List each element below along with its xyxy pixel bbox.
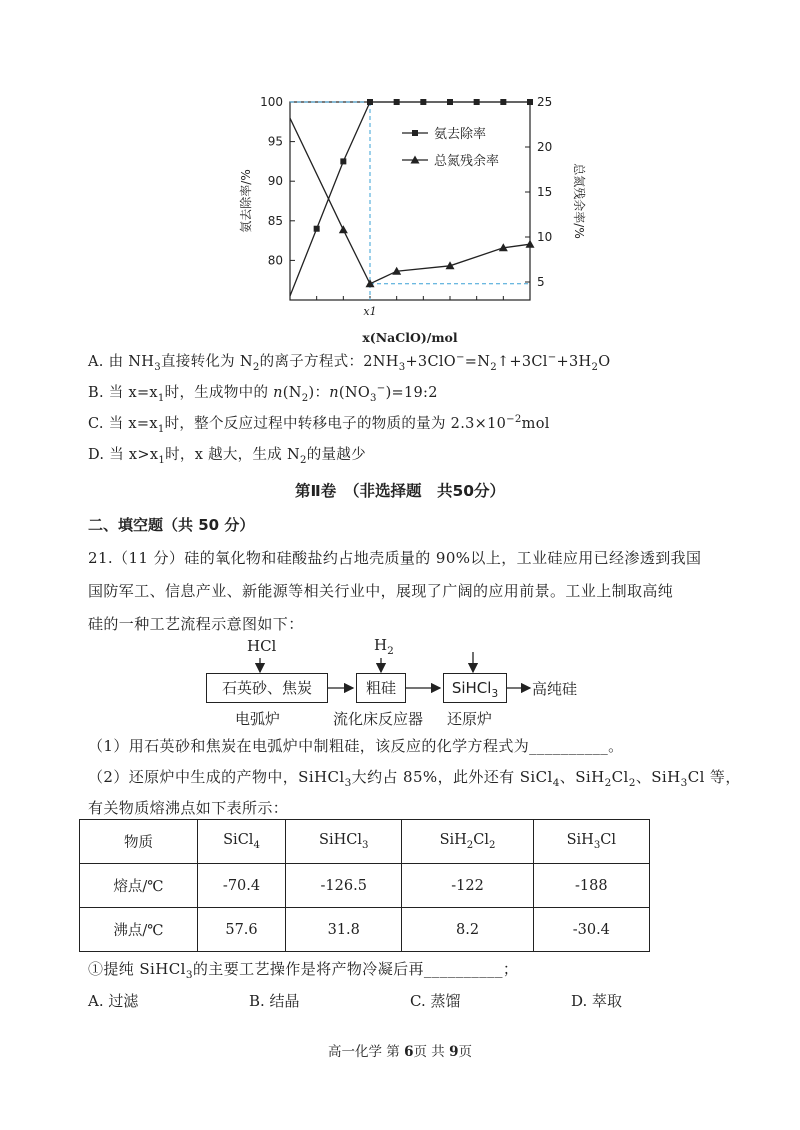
left-axis-tick-label: 80 — [267, 253, 283, 268]
data-point-square — [314, 226, 320, 232]
table-cell: 沸点/℃ — [80, 908, 198, 952]
right-axis-tick-label: 25 — [537, 95, 553, 109]
right-axis-tick-label: 10 — [537, 230, 553, 244]
right-axis-tick-label: 20 — [537, 140, 553, 154]
choice-c: C. 蒸馏 — [410, 992, 461, 1010]
left-axis-label: 氨去除率/% — [239, 169, 253, 233]
section-title: 第Ⅱ卷 （非选择题 共50分） — [294, 482, 506, 500]
data-point-square — [474, 99, 480, 105]
table-cell: 熔点/℃ — [80, 864, 198, 908]
data-point-square — [500, 99, 506, 105]
x-axis-tick-label: x1 — [363, 305, 377, 318]
legend-label: 总氮残余率 — [434, 154, 500, 169]
q21-part-2-line-2: 有关物质熔沸点如下表所示： — [88, 799, 289, 817]
data-point-square — [527, 99, 533, 105]
table-cell: 57.6 — [197, 908, 285, 952]
table-row — [80, 864, 650, 908]
legend-marker-square — [412, 130, 418, 136]
table-cell: -30.4 — [533, 908, 649, 952]
table-cell: 31.8 — [286, 908, 402, 952]
series-line-triangle — [290, 118, 530, 284]
left-axis-tick-label: 90 — [267, 174, 283, 189]
option-b: B. 当 $x=x_1$时，生成物中的 $n(N_2)$：$n(NO_3^-)=19:2$ — [88, 383, 438, 404]
page-footer: 高一化学 第 6页 共 9页 — [328, 1044, 472, 1060]
q21-line-3: 硅的一种工艺流程示意图如下： — [88, 615, 304, 633]
hcl-label: HCl — [247, 637, 277, 655]
table-header-cell: 物质 — [80, 820, 198, 864]
data-point-triangle — [339, 225, 348, 233]
left-axis-tick-label: 100 — [260, 95, 283, 109]
choice-b: B. 结晶 — [249, 992, 300, 1010]
table-cell: -70.4 — [197, 864, 285, 908]
table-header-cell: SiHCl$_3$ — [286, 820, 402, 864]
table-cell: -122 — [402, 864, 533, 908]
data-point-triangle — [366, 279, 375, 287]
table-row — [80, 908, 650, 952]
table-cell: -126.5 — [286, 864, 402, 908]
data-point-square — [340, 158, 346, 164]
choice-d: D. 萃取 — [571, 992, 623, 1010]
right-axis-tick-label: 15 — [537, 185, 553, 199]
furnace-label-3: 还原炉 — [447, 710, 493, 728]
table-header-cell: SiCl$_4$ — [197, 820, 285, 864]
melting-boiling-table — [79, 819, 650, 952]
table-cell: -188 — [533, 864, 649, 908]
left-axis-tick-label: 85 — [267, 213, 283, 228]
left-axis-tick-label: 95 — [267, 134, 283, 149]
option-c: C. 当 $x=x_1$时，整个反应过程中转移电子的物质的量为 $2.3\times 10^{-2}mol$ — [88, 414, 550, 435]
table-header-row — [80, 820, 650, 864]
data-point-square — [394, 99, 400, 105]
option-d: D. 当 $x>x_1$时，x 越大，生成 $N_2$的量越少 — [88, 447, 366, 466]
nitrogen-removal-chart — [230, 88, 590, 350]
furnace-label-2: 流化床反应器 — [333, 710, 424, 728]
q21-part-2-1: ①提纯 SiHCl$_3$的主要工艺操作是将产物冷凝后再__________； — [88, 960, 519, 981]
data-point-triangle — [526, 240, 535, 248]
product-label: 高纯硅 — [532, 680, 578, 698]
q21-part-2-line-1: （2）还原炉中生成的产物中，SiHCl$_3$大约占 85%，此外还有 SiCl$_4$、$SiH_2Cl_2$、SiH$_3$Cl 等， — [88, 768, 741, 789]
box-quartz-coke: 石英砂、焦炭 — [206, 673, 328, 703]
q21-part-1: （1）用石英砂和焦炭在电弧炉中制粗硅，该反应的化学方程式为__________。 — [88, 737, 624, 755]
right-axis-label: 总氮残余率/% — [572, 163, 586, 239]
furnace-label-1: 电弧炉 — [235, 710, 281, 728]
table-header-cell: $SiH_2Cl_2$ — [402, 820, 533, 864]
table-cell: 8.2 — [402, 908, 533, 952]
data-point-square — [420, 99, 426, 105]
section-subtitle: 二、填空题（共 50 分） — [88, 516, 255, 534]
x-axis-label: x(NaClO)/mol — [362, 330, 458, 345]
option-a: A. 由 $NH_3$直接转化为 $N_2$的离子方程式：$2NH_3+3ClO^-=N_2↑+3Cl^-+3H_2O$ — [88, 352, 611, 373]
h2-label: $H_2$ — [374, 636, 394, 657]
legend-label: 氨去除率 — [434, 127, 487, 142]
q21-line-1: 21.（11 分）硅的氧化物和硅酸盐约占地壳质量的 90%以上，工业硅应用已经渗透到我国 — [88, 549, 702, 567]
choice-a: A. 过滤 — [88, 992, 139, 1010]
q21-line-2: 国防军工、信息产业、新能源等相关行业中，展现了广阔的应用前景。工业上制取高纯 — [88, 582, 674, 600]
series-line-square — [290, 102, 530, 296]
box-sihcl3: SiHCl$_3$ — [443, 673, 507, 703]
right-axis-tick-label: 5 — [537, 275, 545, 289]
data-point-square — [367, 99, 373, 105]
table-header-cell: SiH$_3$Cl — [533, 820, 649, 864]
box-crude-silicon: 粗硅 — [356, 673, 406, 703]
data-point-square — [447, 99, 453, 105]
